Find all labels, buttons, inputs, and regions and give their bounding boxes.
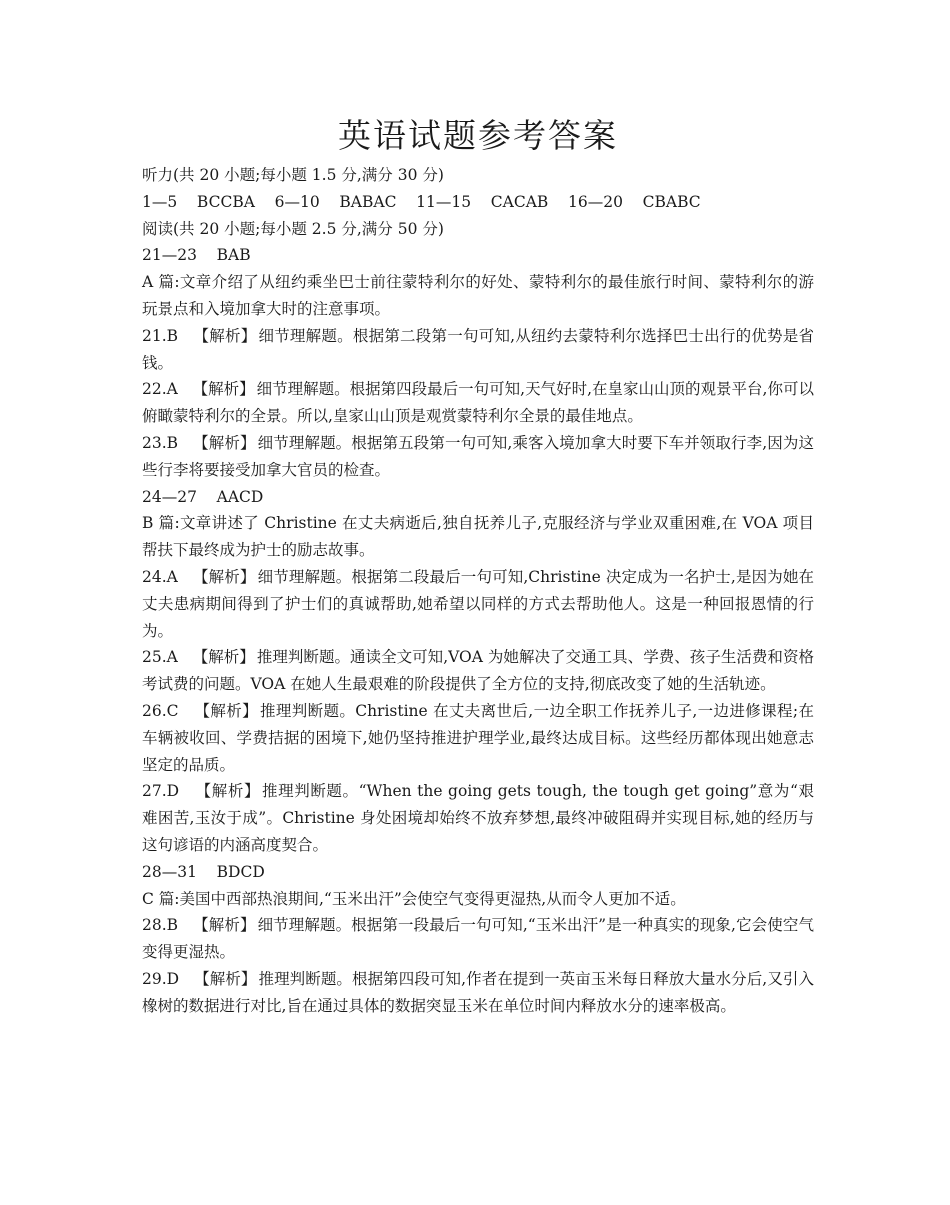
item-label: 23.B: [142, 433, 179, 452]
listening-header: 听力(共 20 小题;每小题 1.5 分,满分 30 分): [142, 166, 444, 184]
analysis-tag: 【解析】: [193, 326, 257, 345]
answer-item-27: [142, 778, 814, 858]
analysis-tag: 【解析】: [194, 701, 258, 720]
item-text: 细节理解题。根据第五段第一句可知,乘客入境加拿大时要下车并领取行李,因为这些行李将要接受加拿大官员的检查。: [142, 433, 814, 479]
analysis-tag: 【解析】: [193, 433, 256, 452]
answer-item-22: [142, 376, 814, 430]
section-c: [142, 859, 814, 1020]
item-text: 细节理解题。根据第一段最后一句可知,“玉米出汗”是一种真实的现象,它会使空气变得更湿热。: [142, 916, 814, 962]
page-title: 英语试题参考答案: [338, 116, 618, 155]
answer-item-21: [142, 323, 814, 377]
answer-item-26: [142, 698, 814, 778]
item-label: 25.A: [142, 648, 178, 667]
reading-header: 阅读(共 20 小题;每小题 2.5 分,满分 50 分): [142, 219, 444, 238]
section-a-answers: 21—23 BAB: [142, 246, 251, 265]
section-a: [142, 242, 814, 483]
item-label: 26.C: [142, 701, 179, 720]
listening-answers: 1—5 BCCBA 6—10 BABAC 11—15 CACAB 16—20 CBABC: [142, 192, 701, 211]
item-label: 27.D: [142, 782, 180, 801]
item-text: 推理判断题。通读全文可知,VOA 为她解决了交通工具、学费、孩子生活费和资格考试费的问题。VOA 在她人生最艰难的阶段提供了全方位的支持,彻底改变了她的生活轨迹。: [142, 648, 814, 694]
section-c-answers: 28—31 BDCD: [142, 862, 265, 881]
section-c-summary: C 篇:美国中西部热浪期间,“玉米出汗”会使空气变得更湿热,从而令人更加不适。: [142, 889, 686, 908]
answer-key-page: [142, 112, 814, 1020]
answer-item-23: [142, 430, 814, 484]
analysis-tag: 【解析】: [193, 567, 256, 586]
section-b-answers: 24—27 AACD: [142, 487, 264, 506]
analysis-tag: 【解析】: [194, 969, 257, 988]
analysis-tag: 【解析】: [192, 380, 255, 399]
item-text: 推理判断题。“When the going gets tough, the tough get going”意为“艰难困苦,玉汝于成”。Christine 身处困境却始终不放弃梦想,最终冲破阻碍并实现目标,她的经历与这句谚语的内涵高度契合。: [142, 782, 814, 854]
analysis-tag: 【解析】: [193, 916, 256, 935]
item-label: 21.B: [142, 326, 179, 345]
section-b: [142, 484, 814, 859]
item-text: 细节理解题。根据第四段最后一句可知,天气好时,在皇家山山顶的观景平台,你可以俯瞰蒙特利尔的全景。所以,皇家山山顶是观赏蒙特利尔全景的最佳地点。: [142, 380, 814, 426]
item-label: 22.A: [142, 380, 178, 399]
answer-item-28: [142, 912, 814, 966]
analysis-tag: 【解析】: [195, 782, 261, 801]
item-label: 28.B: [142, 916, 179, 935]
answer-item-24: [142, 564, 814, 644]
item-text: 细节理解题。根据第二段第一句可知,从纽约去蒙特利尔选择巴士出行的优势是省钱。: [142, 326, 814, 372]
item-text: 细节理解题。根据第二段最后一句可知,Christine 决定成为一名护士,是因为她在丈夫患病期间得到了护士们的真诚帮助,她希望以同样的方式去帮助他人。这是一种回报恩情的行为。: [142, 567, 814, 640]
section-a-summary: A 篇:文章介绍了从纽约乘坐巴士前往蒙特利尔的好处、蒙特利尔的最佳旅行时间、蒙特利尔的游玩景点和入境加拿大时的注意事项。: [142, 273, 814, 318]
item-label: 29.D: [142, 969, 180, 988]
analysis-tag: 【解析】: [192, 648, 255, 667]
item-text: 推理判断题。Christine 在丈夫离世后,一边全职工作抚养儿子,一边进修课程;在车辆被收回、学费拮据的困境下,她仍坚持推进护理学业,最终达成目标。这些经历都体现出她意志坚定的品质。: [142, 701, 815, 774]
answer-item-29: [142, 966, 814, 1020]
item-label: 24.A: [142, 567, 178, 586]
section-b-summary: B 篇:文章讲述了 Christine 在丈夫病逝后,独自抚养儿子,克服经济与学业双重困难,在 VOA 项目帮扶下最终成为护士的励志故事。: [142, 514, 814, 560]
answer-item-25: [142, 644, 814, 698]
item-text: 推理判断题。根据第四段可知,作者在提到一英亩玉米每日释放大量水分后,又引入橡树的数据进行对比,旨在通过具体的数据突显玉米在单位时间内释放水分的速率极高。: [142, 969, 814, 1015]
